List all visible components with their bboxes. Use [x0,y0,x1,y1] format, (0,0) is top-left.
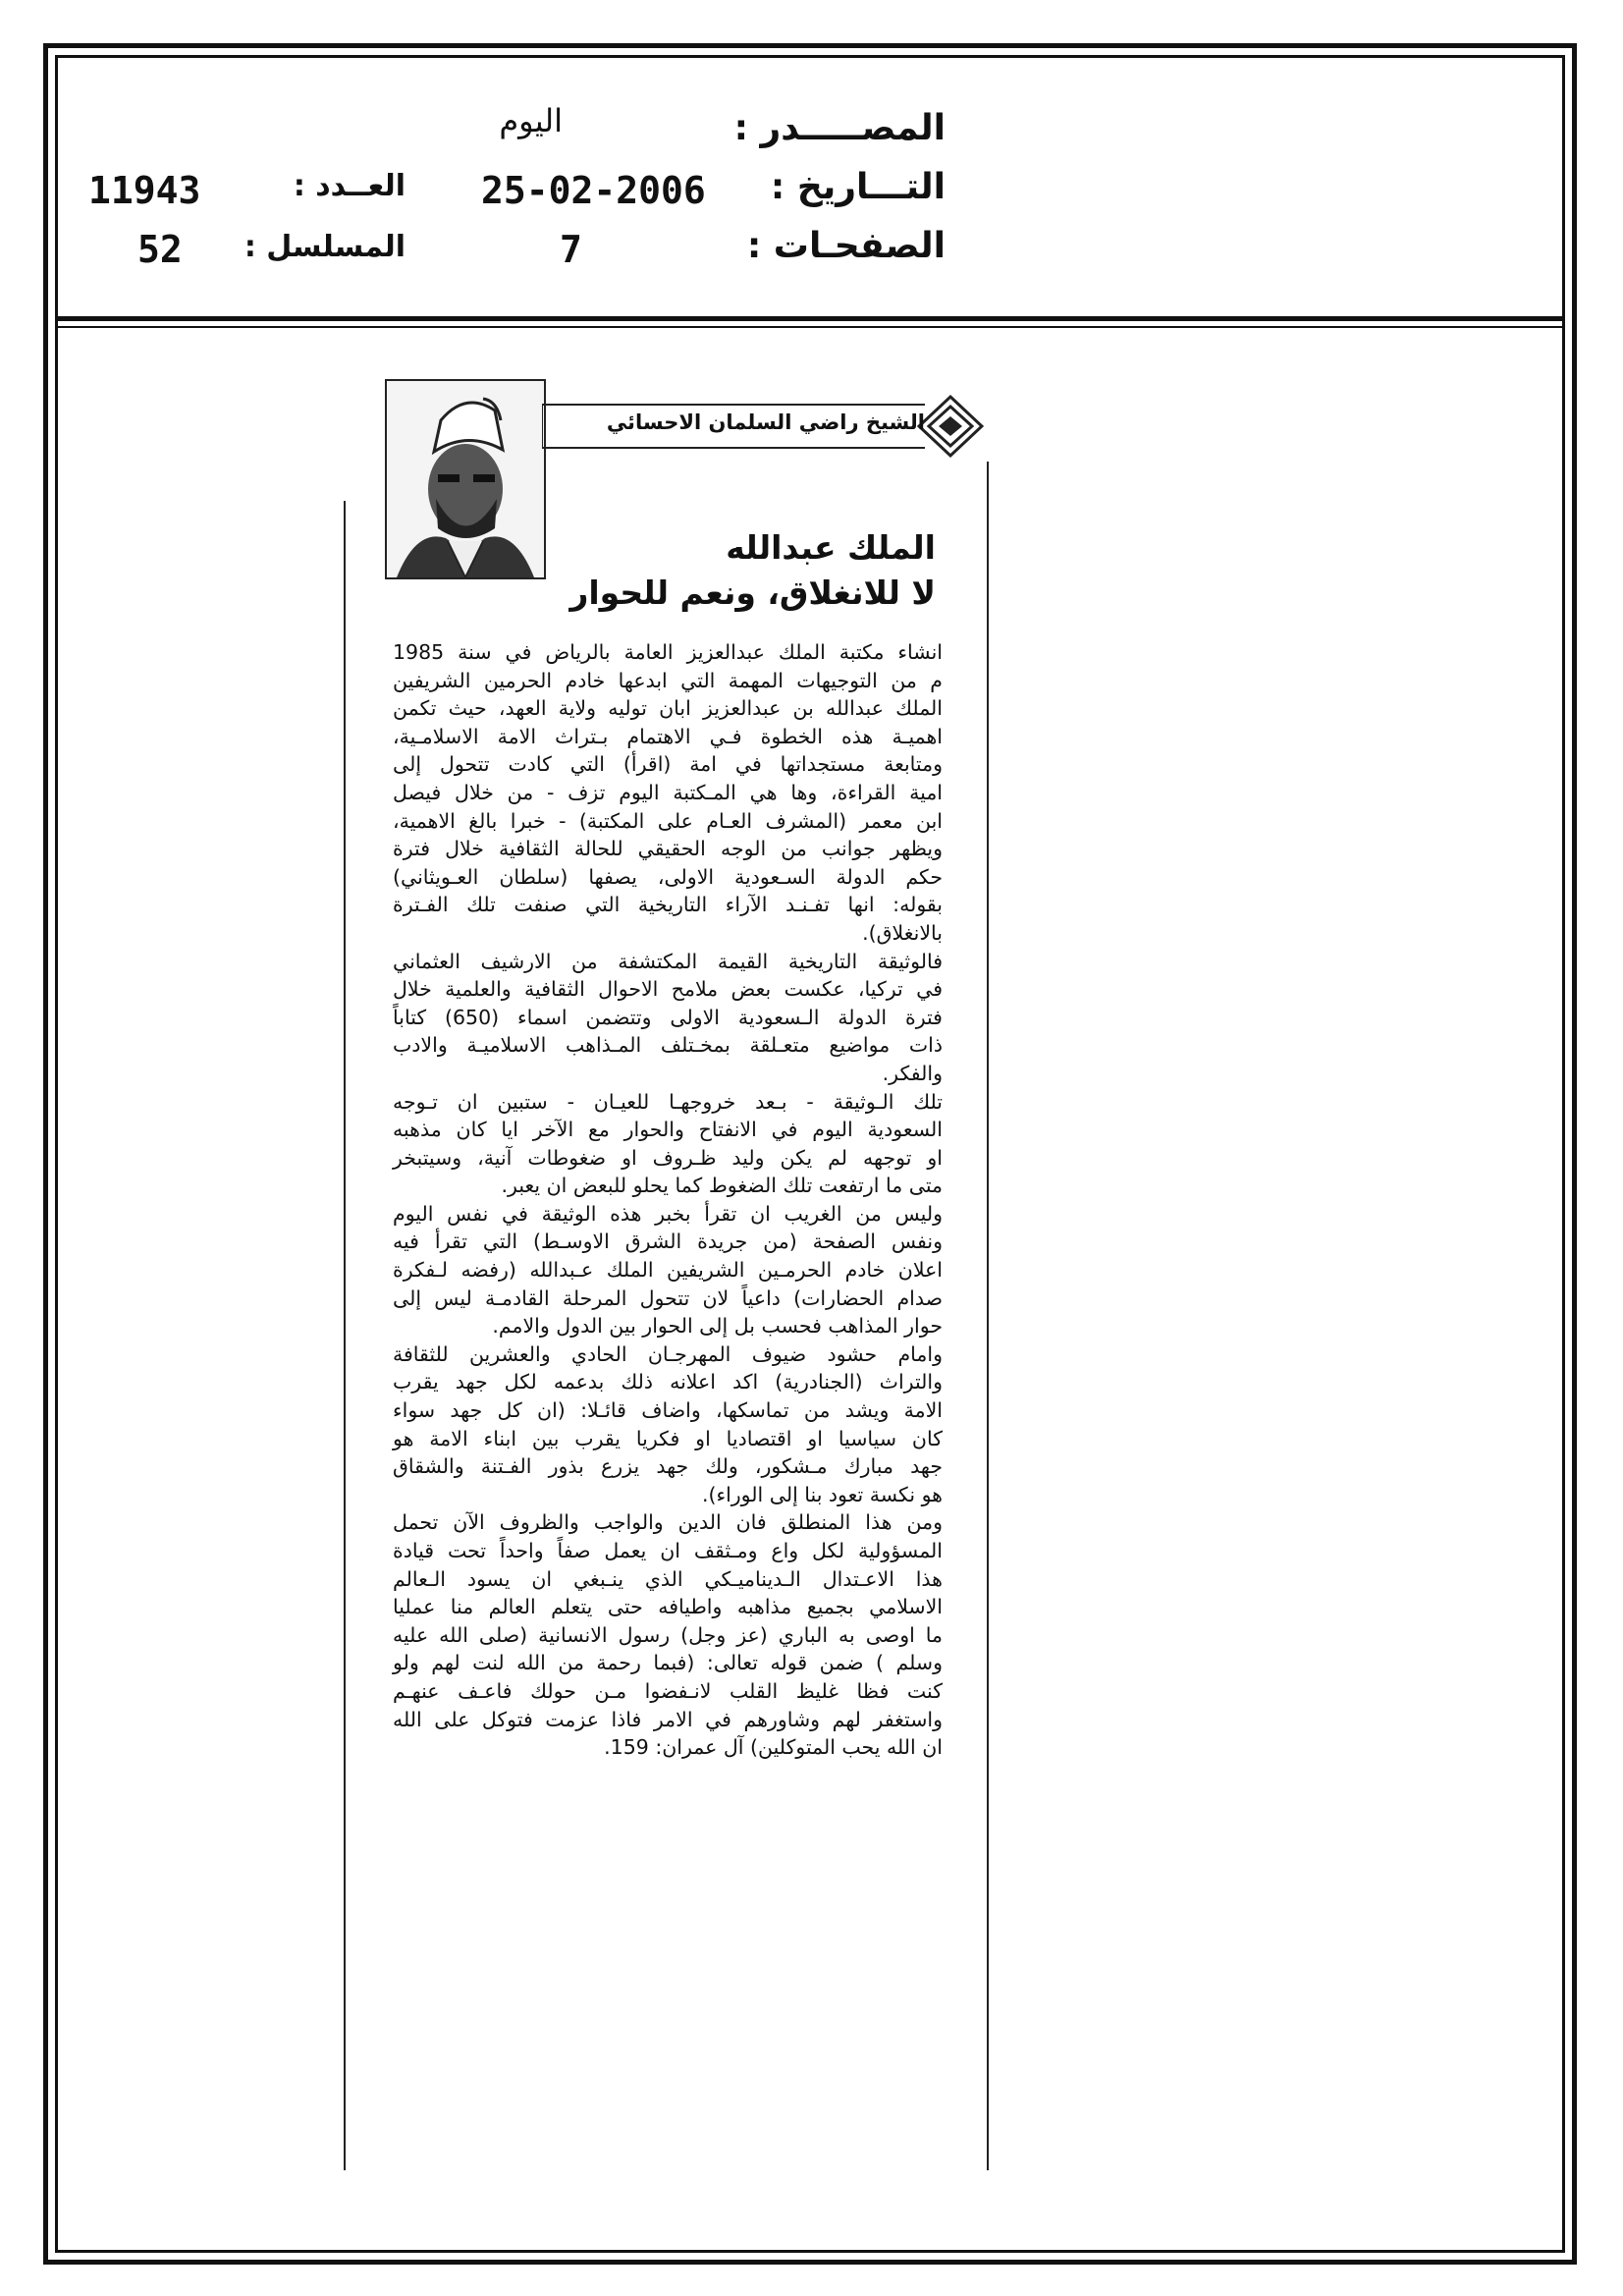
column-right-rule [987,462,989,2170]
author-name: الشيخ راضي السلمان الاحسائي [606,410,925,434]
article-line: في تركيا، عكست بعض ملامح الاحوال الثقافية والعلمية خلال [393,977,943,1002]
article-paragraph [393,1088,943,1200]
article-line: المسؤولية لكل واع ومـثقف ان يعمل صفاً واحداً تحت قيادة [393,1539,943,1562]
article-line: تلك الـوثيقة - بـعد خروجهـا للعيـان - ستبين ان تـوجه [393,1089,943,1114]
headline-line1: الملك عبدالله [726,528,936,567]
article-line: حوار المذاهب فحسب بل إلى الحوار بين الدول والامم. [492,1314,943,1339]
article-line: جهد مبارك مـشكور، ولك جهد يزرع بذور الفـتنة والشقاق [393,1454,943,1479]
article-line: ونفس الصفحة (من جريدة الشرق الاوسـط) التي تقرأ فيه [393,1230,943,1254]
article-line: فترة الدولة الـسعودية الاولى وتتضمن اسماء (650) كتاباً [393,1005,943,1029]
article-paragraph [393,1200,943,1340]
article-line: وامام حشود ضيوف المهرجـان الحادي والعشرين للثقافة [393,1341,943,1366]
article-line: والتراث (الجنادرية) اكد اعلانه ذلك بدعمه لكل جهد يقرب [393,1370,943,1394]
article-line: امية القراءة، وها هي المـكتبة اليوم تزف - من خلال فيصل [393,780,943,804]
article-line: وسلم ) ضمن قوله تعالى: (فبما رحمة من الله لنت لهم ولو [393,1651,943,1675]
article-line: هو نكسة تعود بنا إلى الوراء). [701,1482,943,1506]
article-line: والفكر. [882,1061,943,1085]
article-line: ومن هذا المنطلق فان الدين والواجب والظروف الآن تحمل [393,1510,943,1535]
article-line: حكم الدولة السـعودية الاولى، يصفها (سلطان العـويثاني) [393,864,943,889]
column-left-rule [344,501,346,2170]
article-line: م من التوجيهات المهمة التي ابدعها خادم الحرمين الشريفين [393,668,943,692]
article-paragraph [393,638,943,948]
pages-value: 7 [560,228,582,271]
header-divider [55,316,1565,321]
article-line: صدام الحضارات) داعياً لان تتحول المرحلة القادمـة ليس إلى [393,1285,943,1310]
article-paragraph [393,948,943,1088]
article-line: بالانغلاق). [862,920,943,945]
article-line: الامة ويشد من تماسكها، واضاف قائـلا: (ان كل جهد سواء [393,1398,943,1423]
article-paragraph [393,1340,943,1509]
article-line: كان سياسيا او اقتصاديا او فكريا يقرب بين ابناء الامة هو [393,1426,943,1450]
article-line: فالوثيقة التاريخية القيمة المكتشفة من الارشيف العثماني [393,949,943,973]
article-line: ذات مواضيع متعـلقة بمخـتلف المـذاهب الاسلاميـة والادب [393,1033,943,1058]
author-portrait-image [387,381,544,577]
serial-value: 52 [137,228,183,271]
source-value: اليوم [499,102,563,139]
article-line: ويظهر جوانب من الوجه الحقيقي للحالة الثقافية خلال فترة [393,837,943,861]
headline-line2: لا للانغلاق، ونعم للحوار [569,574,936,612]
serial-label: المسلسل : [243,230,406,264]
source-label: المصـــــدر : [733,108,946,148]
article-line: متى ما ارتفعت تلك الضغوط كما يحلو للبعض ان يعبر. [501,1174,943,1198]
article-line: وليس من الغريب ان تقرأ بخبر هذه الوثيقة في نفس اليوم [393,1201,943,1226]
article-paragraph [393,1508,943,1761]
article-line: ما اوصى به الباري (عز وجل) رسول الانسانية (صلى الله عليه [393,1622,943,1647]
date-value: 25-02-2006 [481,169,706,212]
article-line: ان الله يحب المتوكلين) آل عمران: 159. [604,1735,943,1760]
issue-label: العــدد : [293,169,406,203]
article-line: كنت فظا غليظ القلب لانـفضوا مـن حولك فاعـف عنهـم [393,1678,943,1703]
header-divider-thin [55,326,1565,328]
article-line: او توجهه لم يكن وليد ظـروف او ضغوطات آنية، وسيتبخر [393,1145,943,1170]
article-line: السعودية اليوم في الانفتاح والحوار مع الآخر ايا كان مذهبه [393,1118,943,1142]
author-photo [385,379,546,579]
article-line: الملك عبدالله بن عبدالعزيز ابان توليه ولاية العهد، حيث تكمن [393,696,943,721]
article-line: واستغفر لهم وشاورهم في الامر فاذا عزمت فتوكل على الله [393,1707,943,1731]
article-line: اهميـة هذه الخطوة فـي الاهتمام بـتراث الامة الاسلامـية، [393,724,943,748]
article-body [393,638,943,1762]
issue-value: 11943 [88,169,201,212]
article-line: ومتابعة مستجداتها في امة (اقرأ) التي كادت تتحول إلى [393,752,943,777]
article-line: هذا الاعـتدال الـديناميـكي الذي ينـبغي ان يسود الـعالم [393,1566,943,1591]
pages-label: الصفحـات : [746,226,946,266]
article-line: انشاء مكتبة الملك عبدالعزيز العامة بالرياض في سنة 1985 [393,640,943,664]
date-label: التـــاريخ : [770,167,946,207]
article-line: بقوله: انها تفـنـد الآراء التاريخية التي صنفت تلك الفـترة [393,893,943,917]
author-bar [542,391,984,460]
article-line: اعلان خادم الحرمـين الشريفين الملك عـبدالله (رفضه لـفكرة [393,1258,943,1283]
article-line: ابن معمر (المشرف العـام على المكتبة) - خبرا بالغ الاهمية، [393,808,943,833]
article-line: الاسلامي بجميع مذاهبه واطيافه حتى يتعلم العالم منا عمليا [393,1595,943,1619]
